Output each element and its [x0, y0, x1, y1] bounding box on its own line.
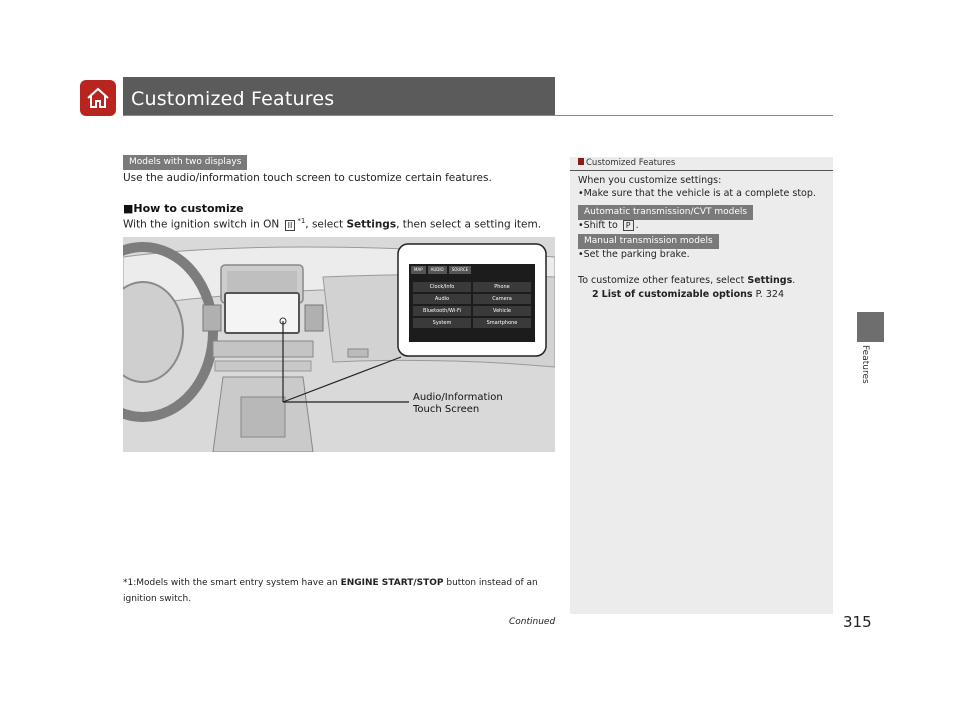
screen-button-grid [413, 282, 531, 328]
settings-screen [409, 264, 535, 342]
automatic-models-tag: Automatic transmission/CVT models [578, 205, 753, 220]
instruction-text: With the ignition switch in ON II $^{*1}$, select Settings, then select a setting item. [123, 217, 542, 231]
ignition-key-label: II [285, 220, 296, 231]
page-title: Customized Features [131, 88, 335, 110]
footnote-line1: *1:Models with the smart entry system have an ENGINE START/STOP button instead of an [123, 578, 538, 588]
footnote-line2: ignition switch. [123, 594, 192, 604]
screen-button-clock-info[interactable]: Clock/Info [413, 282, 471, 292]
link-arrow-icon: 2 [592, 289, 599, 300]
screen-button-phone[interactable]: Phone [473, 282, 531, 292]
note-bullet-brake: •Set the parking brake. [578, 249, 690, 260]
note-divider [570, 170, 833, 171]
screen-tab-map[interactable]: MAP [411, 266, 426, 274]
section-heading: ■How to customize [123, 202, 244, 215]
home-button[interactable] [80, 80, 116, 116]
screen-button-smartphone[interactable]: Smartphone [473, 318, 531, 328]
section-tab-marker [857, 312, 884, 342]
callout-label: Audio/Information Touch Screen [413, 392, 503, 415]
note-other-features: To customize other features, select Settings. [578, 275, 796, 286]
customizable-options-link[interactable]: 2 List of customizable options P. 324 [592, 289, 784, 300]
manual-models-tag: Manual transmission models [578, 234, 719, 249]
note-marker-icon [578, 158, 584, 165]
screen-tabs [411, 266, 471, 274]
screen-button-bluetooth[interactable]: Bluetooth/Wi-Fi [413, 306, 471, 316]
note-heading: Customized Features [578, 158, 675, 168]
title-underline [123, 115, 833, 116]
note-bullet-shift: •Shift to P . [578, 220, 639, 231]
continued-label: Continued [509, 617, 556, 627]
screen-button-vehicle[interactable]: Vehicle [473, 306, 531, 316]
note-bullet-stop: •Make sure that the vehicle is at a complete stop. [578, 188, 816, 199]
park-key-label: P [623, 220, 634, 231]
section-tab-label: Features [860, 345, 870, 384]
intro-text: Use the audio/information touch screen to customize certain features. [123, 172, 492, 184]
models-tag: Models with two displays [123, 155, 247, 170]
screen-button-camera[interactable]: Camera [473, 294, 531, 304]
screen-button-system[interactable]: System [413, 318, 471, 328]
dashboard-illustration [123, 237, 555, 452]
note-intro: When you customize settings: [578, 175, 722, 186]
screen-tab-source[interactable]: SOURCE [449, 266, 472, 274]
screen-tab-audio[interactable]: AUDIO [428, 266, 447, 274]
page-number: 315 [843, 613, 872, 631]
home-icon [85, 85, 111, 111]
screen-button-audio[interactable]: Audio [413, 294, 471, 304]
